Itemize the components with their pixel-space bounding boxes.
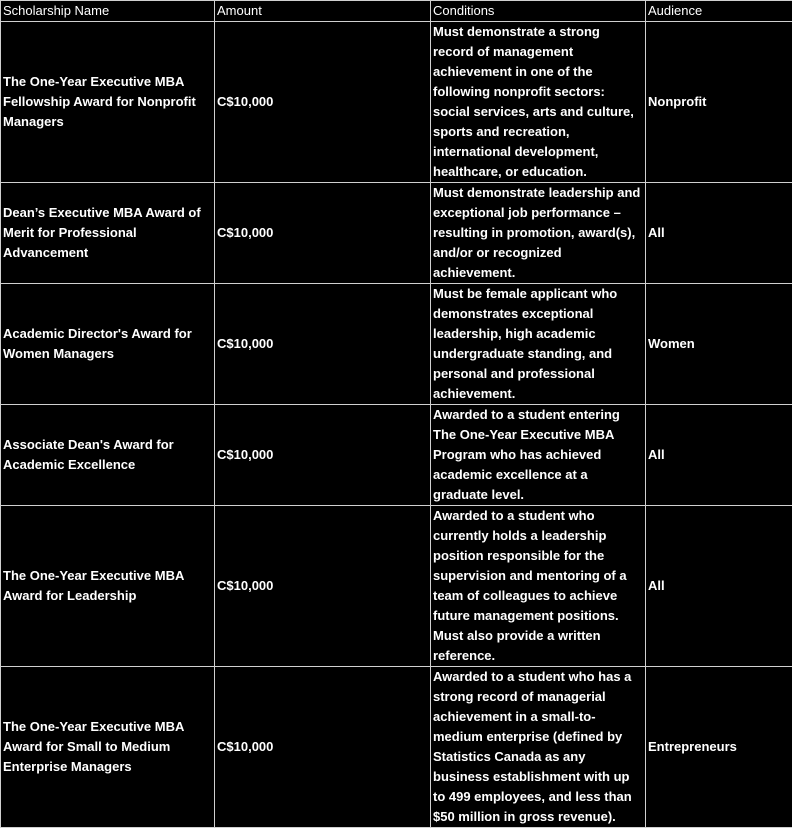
scholarship-name-cell: Dean’s Executive MBA Award of Merit for Professional Advancement	[1, 183, 215, 284]
header-audience: Audience	[646, 1, 792, 22]
scholarship-name-cell: Academic Director's Award for Women Managers	[1, 284, 215, 405]
audience-cell: Nonprofit	[646, 22, 792, 183]
scholarship-name-cell: The One-Year Executive MBA Fellowship Award for Nonprofit Managers	[1, 22, 215, 183]
audience-cell: Women	[646, 284, 792, 405]
conditions-cell: Awarded to a student who has a strong record of managerial achievement in a small-to-medium enterprise (defined by Statistics Canada as any business establishment with up to 499 employees, and less than $50 million in gross revenue).	[431, 667, 646, 828]
amount-cell: C$10,000	[215, 183, 431, 284]
header-scholarship-name: Scholarship Name	[1, 1, 215, 22]
table-row	[1, 667, 792, 828]
amount-cell: C$10,000	[215, 284, 431, 405]
table-row	[1, 506, 792, 667]
conditions-cell: Must demonstrate leadership and exceptional job performance – resulting in promotion, award(s), and/or or recognized achievement.	[431, 183, 646, 284]
conditions-cell: Must be female applicant who demonstrates exceptional leadership, high academic undergraduate standing, and personal and professional achievement.	[431, 284, 646, 405]
table-row	[1, 405, 792, 506]
table-row	[1, 22, 792, 183]
scholarship-name-cell: The One-Year Executive MBA Award for Small to Medium Enterprise Managers	[1, 667, 215, 828]
audience-cell: Entrepreneurs	[646, 667, 792, 828]
audience-cell: All	[646, 506, 792, 667]
header-row	[1, 1, 792, 22]
audience-cell: All	[646, 183, 792, 284]
amount-cell: C$10,000	[215, 506, 431, 667]
amount-cell: C$10,000	[215, 667, 431, 828]
scholarship-name-cell: The One-Year Executive MBA Award for Leadership	[1, 506, 215, 667]
conditions-cell: Awarded to a student who currently holds a leadership position responsible for the supervision and mentoring of a team of colleagues to achieve future management positions. Must also provide a written reference.	[431, 506, 646, 667]
scholarship-name-cell: Associate Dean's Award for Academic Excellence	[1, 405, 215, 506]
audience-cell: All	[646, 405, 792, 506]
conditions-cell: Must demonstrate a strong record of management achievement in one of the following nonprofit sectors: social services, arts and culture, sports and recreation, international development, healthcare, or education.	[431, 22, 646, 183]
table-row	[1, 183, 792, 284]
amount-cell: C$10,000	[215, 22, 431, 183]
table-row	[1, 284, 792, 405]
header-conditions: Conditions	[431, 1, 646, 22]
conditions-cell: Awarded to a student entering The One-Year Executive MBA Program who has achieved academic excellence at a graduate level.	[431, 405, 646, 506]
amount-cell: C$10,000	[215, 405, 431, 506]
header-amount: Amount	[215, 1, 431, 22]
